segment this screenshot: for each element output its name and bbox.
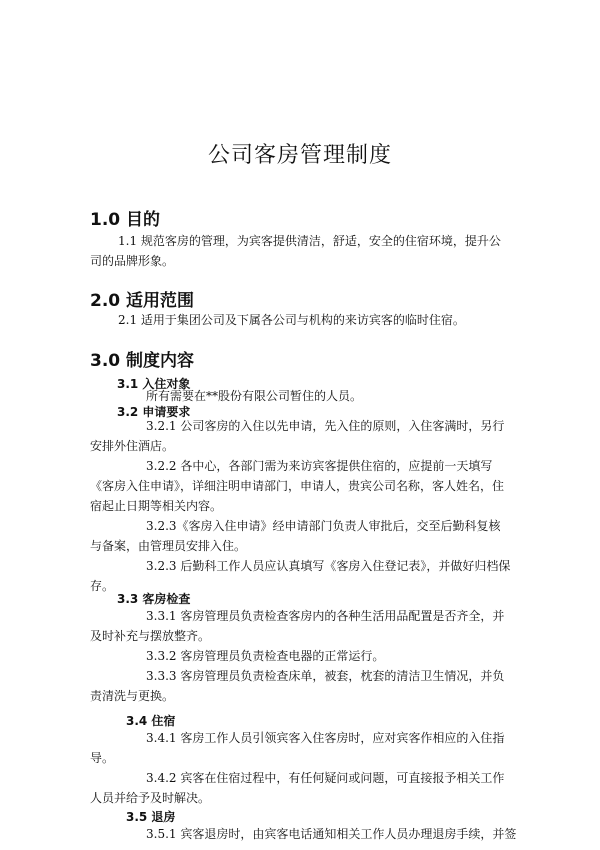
subsection-heading-3-4: 3.4 住宿 xyxy=(126,714,176,728)
paragraph-3-3-3: 3.3.3 客房管理员负责检查床单，被套，枕套的清洁卫生情况，并负责清洗与更换。 xyxy=(90,669,505,703)
paragraph-3-4-1: 3.4.1 客房工作人员引领宾客入住客房时，应对宾客作相应的入住指导。 xyxy=(90,731,505,765)
paragraph-3-2-4: 3.2.3 后勤科工作人员应认真填写《客房入住登记表》，并做好归档保存。 xyxy=(90,559,511,593)
subsection-heading-3-2: 3.2 申请要求 xyxy=(117,405,191,419)
paragraph-3-2-1: 3.2.1 公司客房的入住以先申请，先入住的原则，入住客满时，另行安排外住酒店。 xyxy=(90,419,505,453)
paragraph-3-5-1: 3.5.1 宾客退房时，由宾客电话通知相关工作人员办理退房手续，并签 xyxy=(146,827,517,841)
paragraph-3-2-2: 3.2.2 各中心，各部门需为来访宾客提供住宿的，应提前一天填写《客房入住申请》，详细注明申请部门，申请人，贵宾公司名称，客人姓名，住宿起止日期等相关内容。 xyxy=(90,459,505,513)
section-heading-scope: 2.0 适用范围 xyxy=(90,291,195,311)
page-title: 公司客房管理制度 xyxy=(207,143,392,168)
paragraph-3-2-3: 3.2.3《客房入住申请》经申请部门负责人审批后，交至后勤科复核与备案，由管理员安排入住。 xyxy=(90,519,501,553)
paragraph-2-1: 2.1 适用于集团公司及下属各公司与机构的来访宾客的临时住宿。 xyxy=(118,313,465,327)
paragraph-3-4-2: 3.4.2 宾客在住宿过程中，有任何疑问或问题，可直接报予相关工作人员并给予及时解决。 xyxy=(90,771,505,805)
paragraph-3-3-1: 3.3.1 客房管理员负责检查客房内的各种生活用品配置是否齐全，并及时补充与摆放整齐。 xyxy=(90,609,505,643)
section-heading-purpose: 1.0 目的 xyxy=(90,210,161,230)
subsection-heading-3-1: 3.1 入住对象 xyxy=(117,377,191,391)
subsection-heading-3-3: 3.3 客房检查 xyxy=(117,592,191,606)
paragraph-3-3-2: 3.3.2 客房管理员负责检查电器的正常运行。 xyxy=(146,649,385,663)
subsection-heading-3-5: 3.5 退房 xyxy=(126,810,176,824)
paragraph-3-1: 所有需要在**股份有限公司暂住的人员。 xyxy=(146,389,363,403)
paragraph-1-1: 1.1 规范客房的管理，为宾客提供清洁，舒适，安全的住宿环境，提升公司的品牌形象。 xyxy=(90,234,501,268)
section-heading-content: 3.0 制度内容 xyxy=(90,351,195,371)
